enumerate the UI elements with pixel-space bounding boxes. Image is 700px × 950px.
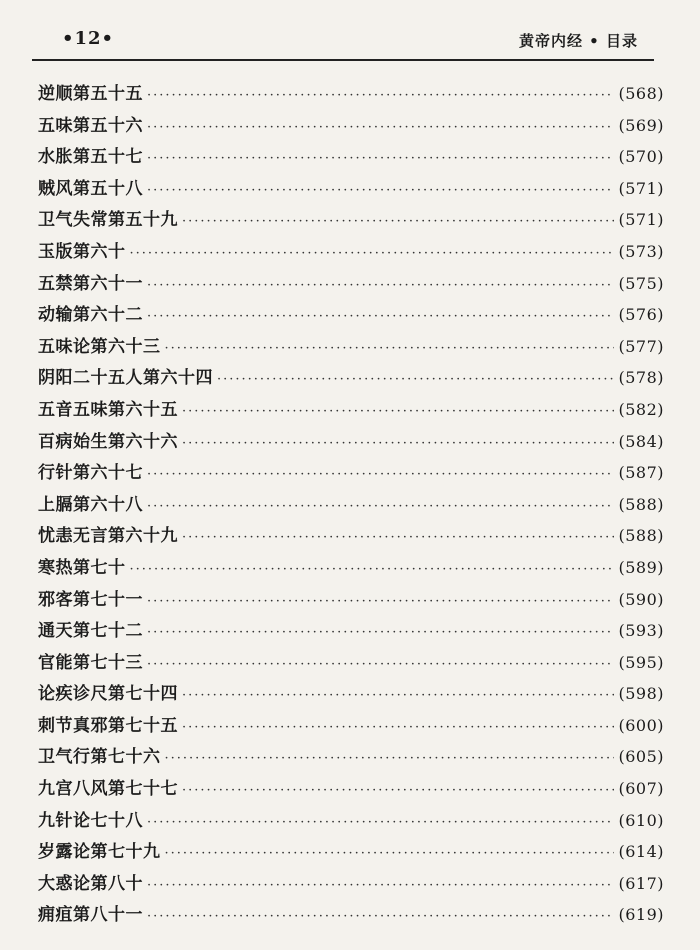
toc-entry-page: (582) xyxy=(618,399,664,419)
toc-entry xyxy=(38,678,664,710)
toc-entry-page: (595) xyxy=(618,652,664,672)
dot-leader xyxy=(165,838,615,870)
toc-entry-title: 行针第六十七 xyxy=(38,463,143,484)
toc-entry xyxy=(38,362,664,394)
dot-leader xyxy=(182,428,614,460)
toc-entry xyxy=(38,741,664,773)
toc-entry xyxy=(38,331,664,363)
toc-entry-page: (570) xyxy=(618,147,664,167)
toc-entry-title: 动输第六十二 xyxy=(38,305,143,326)
dot-leader xyxy=(147,80,614,112)
toc-entry-title: 寒热第七十 xyxy=(38,557,126,578)
table-of-contents xyxy=(38,78,664,931)
toc-entry-title: 刺节真邪第七十五 xyxy=(38,715,178,736)
toc-entry-page: (617) xyxy=(618,873,664,893)
toc-entry-page: (598) xyxy=(618,684,664,704)
toc-entry-title: 岁露论第七十九 xyxy=(38,842,161,863)
toc-entry-page: (589) xyxy=(618,557,664,577)
toc-entry xyxy=(38,805,664,837)
toc-entry xyxy=(38,141,664,173)
toc-entry-title: 五音五味第六十五 xyxy=(38,399,178,420)
toc-entry-title: 五味论第六十三 xyxy=(38,336,161,357)
page-number: •12• xyxy=(62,28,115,49)
toc-entry-title: 大惑论第八十 xyxy=(38,873,143,894)
dot-leader xyxy=(147,870,614,902)
toc-entry-page: (578) xyxy=(618,368,664,388)
toc-entry-title: 五味第五十六 xyxy=(38,115,143,136)
toc-entry xyxy=(38,520,664,552)
toc-entry-page: (619) xyxy=(618,905,664,925)
toc-entry xyxy=(38,394,664,426)
running-title: 黄帝内经 • 目录 xyxy=(518,32,638,50)
toc-entry-page: (573) xyxy=(618,241,664,261)
dot-leader xyxy=(182,396,614,428)
toc-entry xyxy=(38,110,664,142)
toc-entry-page: (593) xyxy=(618,621,664,641)
toc-entry-title: 九针论七十八 xyxy=(38,810,143,831)
dot-leader xyxy=(147,491,614,523)
toc-entry-page: (568) xyxy=(618,84,664,103)
dot-leader xyxy=(147,649,614,681)
dot-leader xyxy=(147,617,614,649)
dot-leader xyxy=(147,301,614,333)
toc-entry-title: 官能第七十三 xyxy=(38,652,143,673)
toc-entry-title: 阴阳二十五人第六十四 xyxy=(38,368,213,389)
toc-entry xyxy=(38,773,664,805)
toc-entry-title: 卫气失常第五十九 xyxy=(38,210,178,231)
toc-entry xyxy=(38,647,664,679)
dot-leader xyxy=(182,775,614,807)
toc-entry-title: 九宫八风第七十七 xyxy=(38,779,178,800)
dot-leader xyxy=(182,680,614,712)
toc-entry xyxy=(38,615,664,647)
toc-entry-page: (610) xyxy=(618,810,664,830)
header-rule xyxy=(32,59,654,61)
toc-entry-page: (575) xyxy=(618,273,664,293)
toc-entry-title: 百病始生第六十六 xyxy=(38,431,178,452)
dot-leader xyxy=(147,901,614,933)
toc-entry xyxy=(38,236,664,268)
toc-entry-title: 贼风第五十八 xyxy=(38,178,143,199)
dot-leader xyxy=(147,459,614,491)
dot-leader xyxy=(165,743,615,775)
toc-entry xyxy=(38,868,664,900)
toc-entry-page: (588) xyxy=(618,494,664,514)
toc-entry xyxy=(38,489,664,521)
dot-leader xyxy=(182,206,614,238)
dot-leader xyxy=(147,807,614,839)
toc-entry-page: (600) xyxy=(618,715,664,735)
toc-entry-title: 上膈第六十八 xyxy=(38,494,143,515)
toc-entry xyxy=(38,552,664,584)
toc-entry-page: (587) xyxy=(618,463,664,483)
page-header xyxy=(32,22,660,58)
toc-entry xyxy=(38,173,664,205)
toc-entry-title: 忧恚无言第六十九 xyxy=(38,526,178,547)
dot-leader xyxy=(182,522,614,554)
dot-leader xyxy=(147,175,614,207)
toc-entry-page: (605) xyxy=(618,747,664,767)
toc-entry-page: (576) xyxy=(618,305,664,325)
dot-leader xyxy=(130,554,615,586)
toc-entry-title: 邪客第七十一 xyxy=(38,589,143,610)
toc-entry-page: (588) xyxy=(618,526,664,546)
toc-entry xyxy=(38,584,664,616)
dot-leader xyxy=(147,586,614,618)
dot-leader xyxy=(165,333,615,365)
dot-leader xyxy=(130,238,615,270)
toc-entry-title: 痈疽第八十一 xyxy=(38,905,143,926)
toc-entry-page: (569) xyxy=(618,115,664,135)
dot-leader xyxy=(217,364,614,396)
toc-entry xyxy=(38,899,664,931)
toc-entry xyxy=(38,78,664,110)
toc-entry xyxy=(38,710,664,742)
toc-entry-page: (571) xyxy=(618,178,664,198)
toc-entry-page: (571) xyxy=(618,210,664,230)
toc-entry-title: 五禁第六十一 xyxy=(38,273,143,294)
toc-entry xyxy=(38,836,664,868)
toc-entry-page: (584) xyxy=(618,431,664,451)
toc-entry xyxy=(38,457,664,489)
toc-entry-title: 通天第七十二 xyxy=(38,621,143,642)
dot-leader xyxy=(147,270,614,302)
toc-entry-title: 玉版第六十 xyxy=(38,241,126,262)
toc-entry-title: 逆顺第五十五 xyxy=(38,84,143,104)
toc-entry-page: (590) xyxy=(618,589,664,609)
dot-leader xyxy=(147,143,614,175)
toc-entry-page: (577) xyxy=(618,336,664,356)
toc-entry-page: (614) xyxy=(618,842,664,862)
dot-leader xyxy=(182,712,614,744)
dot-leader xyxy=(147,112,614,144)
toc-entry xyxy=(38,268,664,300)
toc-entry-title: 卫气行第七十六 xyxy=(38,747,161,768)
toc-entry-title: 水胀第五十七 xyxy=(38,147,143,168)
toc-entry xyxy=(38,204,664,236)
toc-entry xyxy=(38,299,664,331)
toc-entry xyxy=(38,426,664,458)
toc-entry-title: 论疾诊尺第七十四 xyxy=(38,684,178,705)
toc-entry-page: (607) xyxy=(618,779,664,799)
